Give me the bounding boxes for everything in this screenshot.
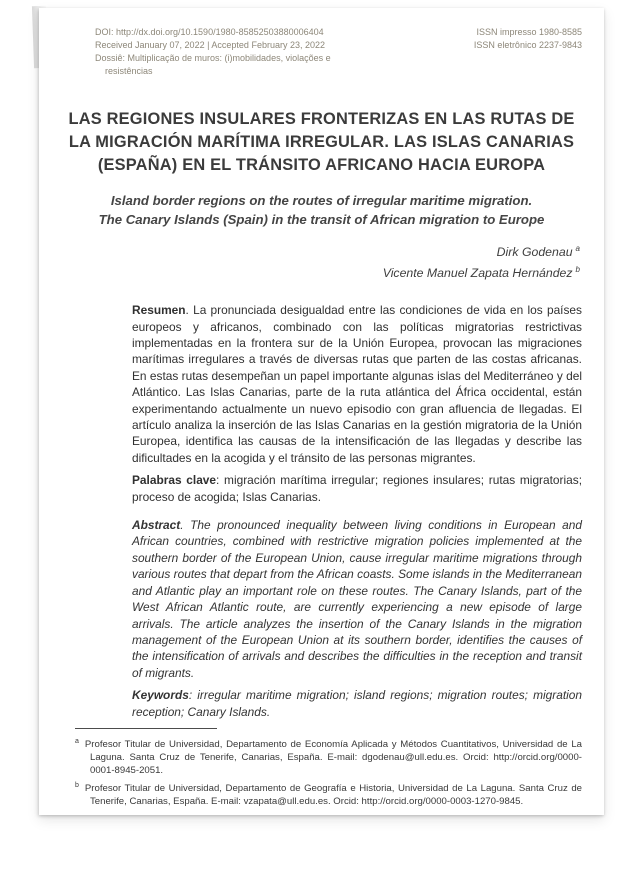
- keywords-label: Keywords: [132, 688, 189, 703]
- issn-print-text: ISSN impresso 1980-8585: [476, 27, 582, 37]
- author-2-name: Vicente Manuel Zapata Hernández: [382, 266, 573, 281]
- palabras-clave-text: : migración marítima irregular; regiones insulares; rutas migratorias; proceso de acogida; Islas Canarias.: [132, 473, 583, 504]
- palabras-clave-label: Palabras clave: [132, 473, 217, 488]
- abstract-text: . The pronounced inequality between living conditions in European and African countries, combined with restrictive migration policies implemented at the southern border of the European Union, cause irregular maritime migrations through various routes that depart from the African coasts. Some islands in the Mediterranean and Atlantic play an important role on these routes. The Canary Islands, part of the West African Atlantic route, are currently experiencing a new episode of large arrivals. The article analyzes the insertion of the Canary Islands in the migration management of the European Union at its southern border, identifies the causes of the intensification of arrivals and describes the difficulties in the reception and transit of migrants.: [132, 518, 582, 680]
- footnote-area: [39, 720, 604, 815]
- keywords-paragraph: [132, 687, 582, 720]
- keywords-text: : irregular maritime migration; island regions; migration routes; migration reception; Canary Islands.: [132, 688, 582, 719]
- footnote-1-text: Profesor Titular de Universidad, Departamento de Economía Aplicada y Métodos Cuantitativos, Universidad de La Laguna. Santa Cruz de Tenerife, Canarias, España. E-mail: dgodenau@ull.edu.es. Orcid: http://orcid.org/0000-0001-8945-2051.: [84, 739, 582, 776]
- article-title-english: [99, 191, 545, 229]
- title-es-line1: LAS REGIONES INSULARES FRONTERIZAS EN LAS RUTAS DE: [68, 110, 575, 128]
- resumen-label: Resumen: [132, 303, 186, 318]
- resumen-text: . La pronunciada desigualdad entre las condiciones de vida en los países europeos y africanos, combinado con las políticas migratorias restrictivas implementadas en la frontera sur de la Unión Europea, provocan las migraciones marítimas irregulares a través de diversas rutas que parten de las costas africanas. En estas rutas desempeñan un papel importante algunas islas del Mediterráneo y del Atlántico. Las Islas Canarias, parte de la ruta atlántica del África occidental, están experimentando actualmente un nuevo episodio con gran afluencia de llegadas. El artículo analiza la inserción de las Islas Canarias en la gestión migratoria de la Unión Europea, identifica las causas de la intensificación de las llegadas y describe las dificultades en la acogida y el tránsito de las personas migrantes.: [132, 303, 582, 465]
- abstract-label: Abstract: [132, 518, 181, 533]
- title-en-line2: The Canary Islands (Spain) in the transit of African migration to Europe: [98, 212, 545, 227]
- footnote-2-marker: b: [75, 781, 79, 789]
- resumen-section: [132, 302, 582, 505]
- footnote-1-marker: a: [75, 737, 79, 745]
- article-header-meta: [95, 26, 582, 78]
- author-2: [39, 261, 580, 282]
- header-meta-left: [95, 26, 367, 78]
- footnote-1: [75, 736, 582, 778]
- article-title-spanish: [69, 108, 575, 177]
- header-meta-right: [474, 26, 582, 52]
- palabras-clave-paragraph: [132, 472, 582, 505]
- author-list: [39, 240, 580, 282]
- dossier-text: Dossiê: Multiplicação de muros: (i)mobilidades, violações e resistências: [95, 53, 331, 76]
- doi-text: DOI: http://dx.doi.org/10.1590/1980-85852503880006404: [95, 27, 324, 37]
- footnote-2: [75, 780, 582, 809]
- author-1-name: Dirk Godenau: [496, 245, 573, 260]
- title-es-line2: LA MIGRACIÓN MARÍTIMA IRREGULAR. LAS ISLAS CANARIAS: [68, 133, 575, 151]
- title-es-line3: (ESPAÑA) EN EL TRÁNSITO AFRICANO HACIA EUROPA: [97, 156, 546, 174]
- footnote-divider: [75, 728, 217, 729]
- article-first-page: [39, 8, 604, 815]
- title-en-line1: Island border regions on the routes of irregular maritime migration.: [110, 193, 533, 208]
- footnote-2-text: Profesor Titular de Universidad, Departamento de Geografía e Historia, Universidad de La Laguna. Santa Cruz de Tenerife, Canarias, España. E-mail: vzapata@ull.edu.es. Orcid: http://orcid.org/0000-0003-1270-9845.: [84, 782, 582, 807]
- resumen-paragraph: [132, 302, 582, 466]
- author-1: [39, 240, 580, 261]
- received-accepted-text: Received January 07, 2022 | Accepted February 23, 2022: [95, 40, 325, 50]
- author-1-footnote-marker: a: [575, 244, 580, 253]
- abstract-section: [132, 517, 582, 720]
- author-2-footnote-marker: b: [575, 265, 580, 275]
- issn-online-text: ISSN eletrônico 2237-9843: [473, 40, 582, 50]
- abstract-paragraph: [132, 517, 582, 681]
